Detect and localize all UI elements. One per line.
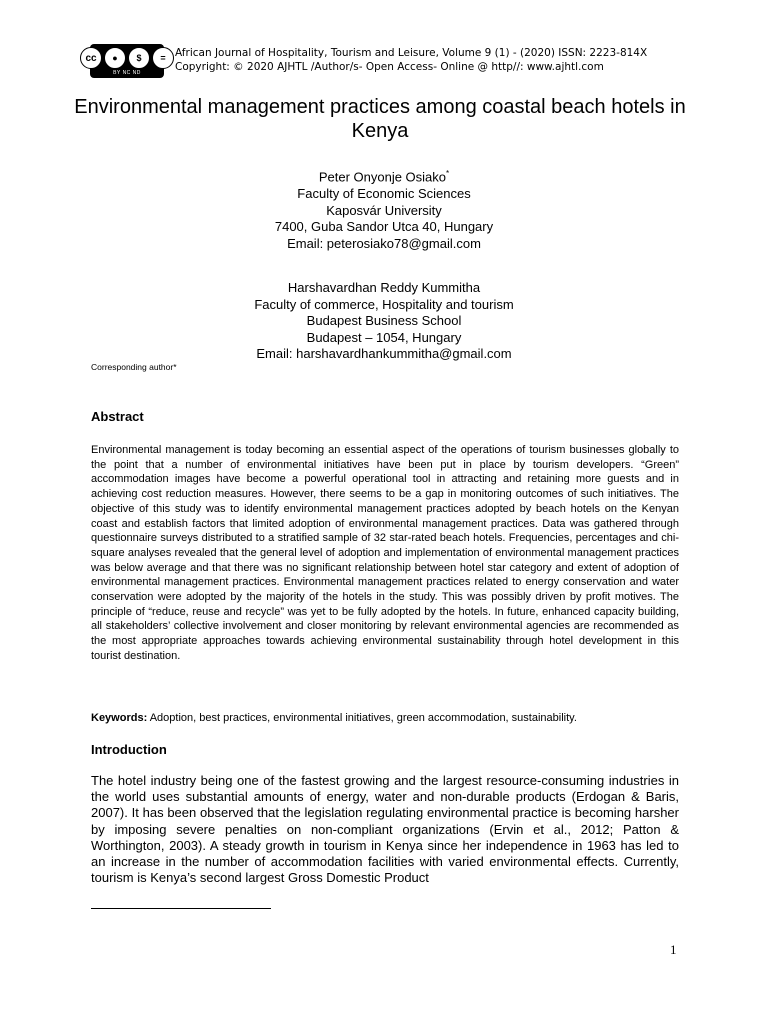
nd-icon: =	[152, 47, 174, 69]
introduction-text: The hotel industry being one of the fastest growing and the largest resource-consuming industries in the world uses substantial amounts of energy, water and non-durable products (Erdogan & Baris, 2007). It has been observed that the legislation regulating environmental practice is becoming harsher by imposing severe penalties on non-compliant organizations (Ervin et al., 2012; Patton & Worthington, 2003). A steady growth in tourism in Kenya since her independence in 1963 has led to an increase in the number of accommodation facilities with varied environmental effects. Currently, tourism is Kenya’s second largest Gross Domestic Product	[91, 773, 679, 886]
abstract-text: Environmental management is today becoming an essential aspect of the operations of tourism businesses globally to the point that a number of environmental initiatives have been put in place by tourism developers. “Green” accommodation images have become a powerful operational tool in attracting and retaining more guests and in achieving cost reduction measures. However, there seems to be a gap in monitoring outcomes of such initiatives. The objective of this study was to identify environmental management practices adopted by beach hotels on the Kenyan coast and establish factors that limited adoption of environmental management practices. Data was gathered through questionnaire surveys distributed to a stratified sample of 32 star-rated beach hotels. Frequencies, percentages and chi-square analyses revealed that the general level of adoption and implementation of environmental management practices was below average and that there was no significant relationship between hotel star category and extent of adoption of environmental management practices. Environmental management practices related to energy conservation and water conservation were adopted by the majority of the hotels in the study. This was possibly driven by profit motives. The principle of “reduce, reuse and recycle” was yet to be fully adopted by the hotels. In future, enhanced capacity building, all stakeholders’ collective involvement and closer monitoring by relevant environmental agencies are recommended as the most appropriate approaches towards achieving environmental sustainability through hotel development in this tourist destination.	[91, 444, 679, 662]
abstract-heading: Abstract	[91, 409, 144, 424]
author-1-university: Kaposvár University	[326, 202, 442, 218]
author-2-university: Budapest Business School	[306, 313, 462, 329]
by-icon: ●	[104, 47, 126, 69]
author-1-name: Peter Onyonje Osiako	[318, 169, 447, 185]
author-1-address: 7400, Guba Sandor Utca 40, Hungary	[274, 219, 494, 235]
corresponding-note: Corresponding author*	[91, 362, 177, 372]
page-number: 1	[670, 942, 677, 957]
keywords-text: Adoption, best practices, environmental initiatives, green accommodation, sustainability.	[147, 712, 577, 724]
creative-commons-badge	[85, 44, 166, 78]
keywords	[91, 712, 577, 724]
author-2-block	[0, 280, 768, 363]
introduction-heading: Introduction	[91, 742, 167, 757]
author-1-faculty: Faculty of Economic Sciences	[297, 185, 471, 201]
copyright-line: Copyright: © 2020 AJHTL /Author/s- Open Access- Online @ http//: www.ajhtl.com	[175, 61, 604, 73]
author-2-address: Budapest – 1054, Hungary	[306, 329, 462, 345]
author-1-marker: *	[446, 169, 450, 178]
footnote-rule	[91, 908, 271, 909]
author-1-block	[0, 166, 768, 252]
nc-icon: $	[128, 47, 150, 69]
author-2-faculty: Faculty of commerce, Hospitality and tourism	[254, 296, 514, 312]
cc-badge-labels: BY NC ND	[113, 70, 141, 76]
author-2-name: Harshavardhan Reddy Kummitha	[287, 280, 481, 295]
paper-title: Environmental management practices among coastal beach hotels in Kenya	[74, 96, 686, 142]
journal-header	[175, 46, 647, 74]
cc-icon: cc	[80, 47, 102, 69]
keywords-label: Keywords:	[91, 712, 148, 724]
journal-line: African Journal of Hospitality, Tourism and Leisure, Volume 9 (1) - (2020) ISSN: 2223-814X	[175, 47, 648, 59]
author-1-email: Email: peterosiako78@gmail.com	[287, 235, 481, 251]
author-2-email: Email: harshavardhankummitha@gmail.com	[256, 346, 512, 362]
